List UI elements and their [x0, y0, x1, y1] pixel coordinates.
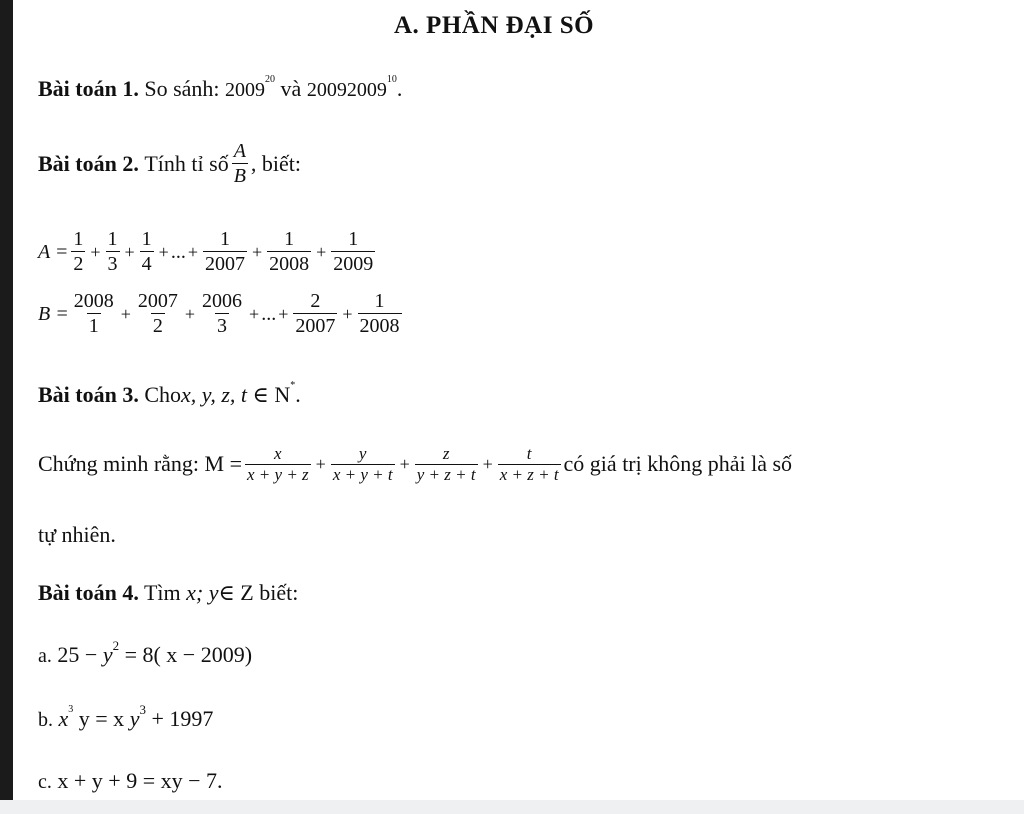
problem-4b-end: + 1997: [151, 706, 214, 731]
problem-4b-y: y: [129, 706, 140, 731]
equation-b-lhs: B =: [38, 302, 69, 325]
problem-2-text: Tính tỉ số: [144, 151, 229, 176]
b-term-1-den: 1: [88, 315, 99, 337]
b-term-3-num: 2006: [202, 290, 243, 312]
a-ellipsis: ...: [170, 240, 186, 263]
problem-4b-exp2: 3: [139, 702, 146, 717]
b-term-5-den: 2008: [359, 315, 400, 337]
window-edge-left: [0, 0, 13, 814]
a-term-6: [331, 228, 375, 276]
m-frac-4-den: x + z + t: [499, 464, 559, 484]
m-frac-3-num: z: [442, 444, 450, 463]
problem-3: [38, 382, 301, 408]
problem-2: [38, 140, 301, 188]
ratio-denominator: B: [233, 165, 246, 187]
problem-4c-label: c.: [38, 771, 52, 793]
problem-3-star: *: [290, 380, 296, 391]
m-frac-3-den: y + z + t: [416, 464, 476, 484]
problem-4b: [38, 702, 214, 732]
problem-3-vars: x, y, z, t: [181, 382, 248, 407]
a-term-3-num: 1: [141, 228, 152, 250]
b-ellipsis: ...: [261, 302, 277, 325]
a-term-1-num: 1: [73, 228, 84, 250]
b-term-5: [358, 290, 402, 338]
m-frac-1-den: x + y + z: [247, 464, 309, 484]
prove-text: Chứng minh rằng: M =: [38, 451, 242, 477]
a-term-6-num: 1: [348, 228, 359, 250]
problem-3-statement: Chứng minh rằng: M = $\frac{x}{x + y + z}$ + $\frac{y}{x + y + t}$ + $\frac{z}{y + z + t}$ + $\frac{t}{x + z + t}$ có giá trị không phải là số: [38, 444, 793, 484]
problem-4c: [38, 768, 223, 794]
ratio-numerator: A: [233, 140, 246, 162]
b-term-1: [72, 290, 116, 338]
m-frac-2: [331, 444, 395, 485]
problem-1-end: .: [396, 76, 403, 101]
a-term-3: [140, 228, 154, 276]
conclusion-text: có giá trị không phải là số: [563, 451, 793, 477]
a-term-2: [106, 228, 120, 276]
a-term-4-den: 2007: [204, 253, 245, 275]
problem-4b-exp1: 3: [68, 704, 74, 715]
m-frac-4: [498, 444, 561, 485]
m-frac-1: [245, 444, 311, 485]
section-title: A. PHẦN ĐẠI SỐ: [394, 12, 595, 39]
problem-4a-eq2: = 8( x − 2009): [124, 642, 253, 667]
a-term-2-den: 3: [107, 253, 118, 275]
m-frac-2-num: y: [358, 444, 367, 463]
b-term-2-den: 2: [152, 315, 163, 337]
window-edge-bottom: [0, 800, 1024, 814]
a-term-4: [203, 228, 247, 276]
problem-4a-label: a.: [38, 645, 52, 667]
b-term-4-num: 2: [310, 290, 321, 312]
problem-1-exp2: 10: [386, 74, 397, 85]
b-term-4-den: 2007: [295, 315, 336, 337]
equation-b: B = $\frac{2008}{1}$ + $\frac{2007}{2}$ + $\frac{2006}{3}$ + ... + $\frac{2}{2007}$ + $\frac{1}{2008}$: [38, 290, 400, 337]
a-term-4-num: 1: [219, 228, 230, 250]
problem-4a-y: y: [102, 642, 113, 667]
problem-3-end: .: [295, 382, 301, 407]
b-term-2-num: 2007: [137, 290, 178, 312]
problem-4-text: Tìm: [143, 580, 181, 605]
document-page: [38, 0, 998, 800]
a-term-5-den: 2008: [269, 253, 310, 275]
b-term-2: [136, 290, 180, 338]
problem-1-exp1: 20: [265, 74, 276, 85]
a-term-1: [71, 228, 85, 276]
b-term-1-num: 2008: [73, 290, 114, 312]
a-term-1-den: 2: [73, 253, 84, 275]
problem-2-tail: , biết:: [250, 151, 302, 176]
a-term-6-den: 2009: [333, 253, 374, 275]
problem-4: [38, 580, 298, 606]
problem-1-label: Bài toán 1.: [38, 76, 139, 101]
equation-a: A = $\frac{1}{2}$ + $\frac{1}{3}$ + $\frac{1}{4}$ + ... + $\frac{1}{2007}$ + $\frac{1}{2008}$ + $\frac{1}{2009}$: [38, 228, 374, 275]
problem-3-text: Cho: [144, 382, 182, 407]
problem-1-and: và: [280, 76, 302, 101]
problem-4a-exp: 2: [112, 638, 120, 653]
problem-4a-eq1: 25 −: [57, 642, 98, 667]
m-frac-2-den: x + y + t: [332, 464, 393, 484]
b-term-3: [200, 290, 244, 338]
problem-4-vars: x; y: [186, 580, 219, 605]
a-term-5-num: 1: [284, 228, 295, 250]
a-term-5: [267, 228, 311, 276]
m-frac-1-num: x: [274, 444, 282, 463]
b-term-4: [293, 290, 337, 338]
ratio-fraction: [232, 140, 248, 188]
problem-4-set: ∈ Z: [218, 580, 254, 605]
problem-3-label: Bài toán 3.: [38, 382, 139, 407]
problem-3-set: ∈ N: [252, 382, 291, 407]
problem-4b-label: b.: [38, 709, 53, 731]
problem-1-text: So sánh:: [144, 76, 220, 101]
m-frac-3: [415, 444, 478, 485]
a-term-3-den: 4: [141, 253, 152, 275]
problem-4-label: Bài toán 4.: [38, 580, 139, 605]
m-frac-4-num: t: [526, 444, 532, 463]
problem-4b-mid: y = x: [78, 706, 125, 731]
b-term-3-den: 3: [217, 315, 228, 337]
conclusion-text-2: tự nhiên.: [38, 522, 116, 547]
problem-4-tail: biết:: [259, 580, 299, 605]
problem-2-label: Bài toán 2.: [38, 151, 139, 176]
problem-4b-x: x: [58, 706, 69, 731]
problem-4c-eq: x + y + 9 = xy − 7.: [57, 768, 223, 793]
problem-4a: [38, 638, 253, 668]
b-term-5-num: 1: [374, 290, 385, 312]
problem-1-base1: 2009: [225, 79, 266, 101]
a-term-2-num: 1: [107, 228, 118, 250]
problem-1-base2: 20092009: [306, 79, 387, 101]
problem-1: [38, 76, 402, 102]
equation-a-lhs: A =: [38, 240, 69, 263]
